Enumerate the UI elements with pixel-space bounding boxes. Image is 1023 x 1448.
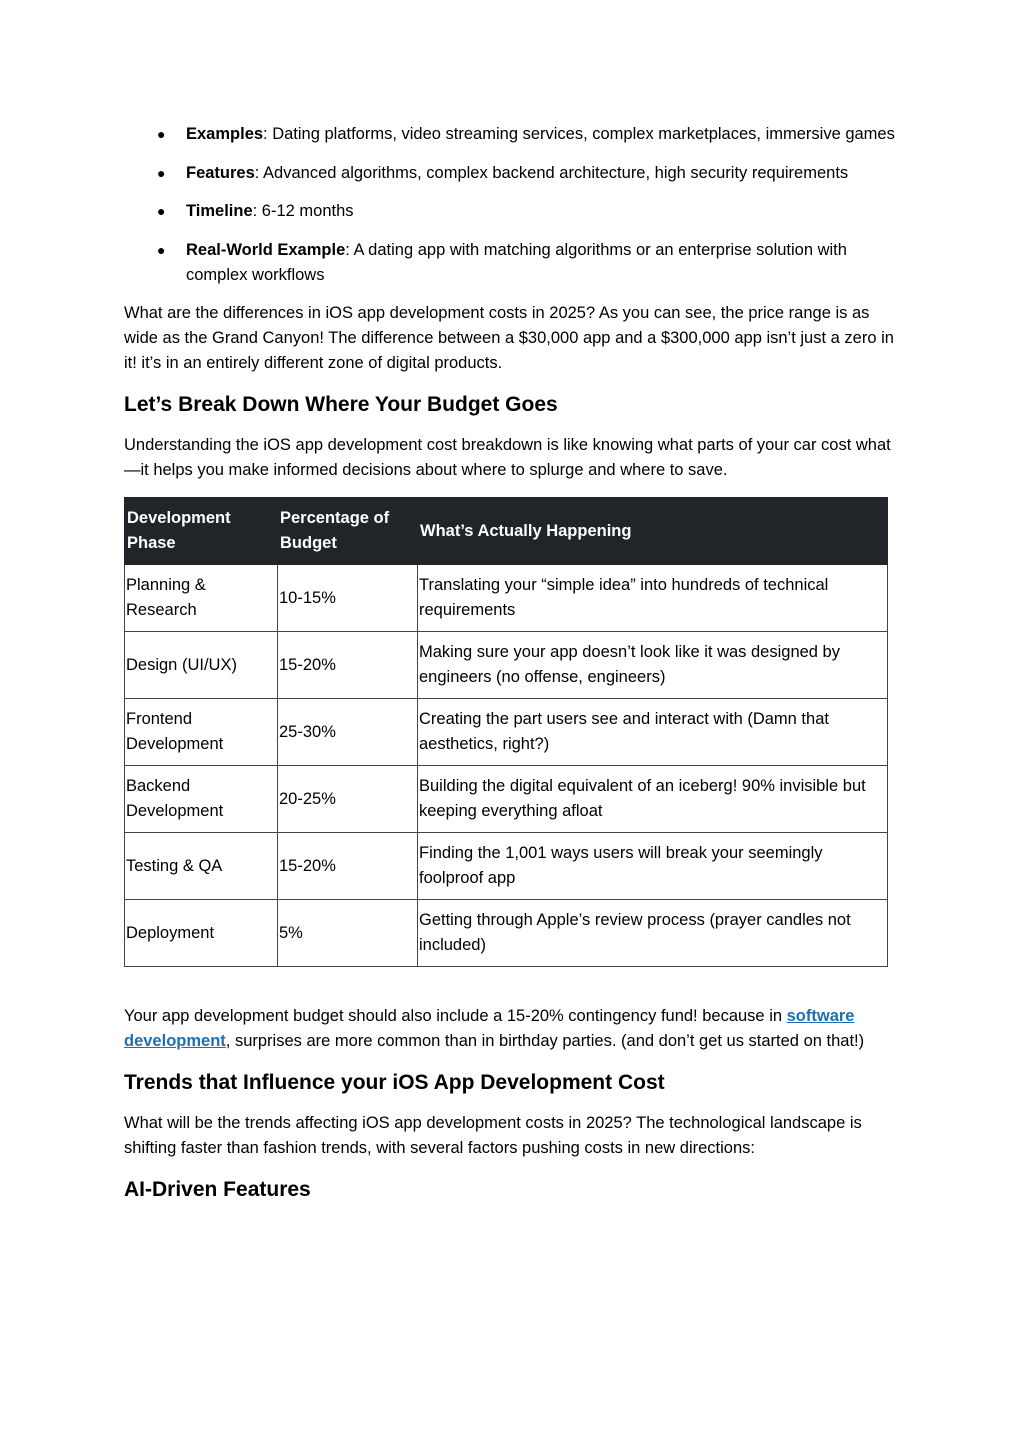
table-header-row: [125, 498, 888, 565]
header-percentage: Percentage of Budget: [278, 498, 418, 565]
table-row: [125, 900, 888, 967]
software-development-link[interactable]: software development: [124, 1007, 855, 1050]
bullet-label: Timeline: [186, 202, 253, 220]
percentage-cell: 5%: [278, 900, 418, 967]
header-what-happening: What’s Actually Happening: [418, 498, 888, 565]
description-cell: Making sure your app doesn’t look like it was designed by engineers (no offense, engineers): [418, 632, 888, 699]
bullet-icon: ●: [157, 126, 166, 142]
header-development-phase: Development Phase: [125, 498, 278, 565]
table-row: [125, 766, 888, 833]
table-row: [125, 565, 888, 632]
description-cell: Building the digital equivalent of an iceberg! 90% invisible but keeping everything afloat: [418, 766, 888, 833]
bullet-icon: ●: [157, 203, 166, 219]
percentage-cell: 15-20%: [278, 632, 418, 699]
bullet-text: : Advanced algorithms, complex backend architecture, high security requirements: [254, 163, 849, 182]
bullet-icon: ●: [157, 241, 166, 258]
table-row: [125, 833, 888, 900]
bullet-label: Examples: [186, 125, 264, 143]
list-item: [124, 199, 896, 224]
budget-paragraph: Understanding the iOS app development cost breakdown is like knowing what parts of your car cost what—it helps you make informed decisions about where to splurge and where to save.: [124, 436, 891, 479]
budget-table: [124, 497, 888, 967]
phase-cell: Frontend Development: [125, 699, 278, 766]
bullet-label: Features: [186, 163, 255, 182]
phase-cell: Planning & Research: [125, 565, 278, 632]
phase-cell: Backend Development: [125, 766, 278, 833]
percentage-cell: 20-25%: [278, 766, 418, 833]
description-cell: Creating the part users see and interact with (Damn that aesthetics, right?): [418, 699, 888, 766]
document-page: [124, 122, 896, 1204]
percentage-cell: 15-20%: [278, 833, 418, 900]
heading-trends: Trends that Influence your iOS App Development Cost: [124, 1071, 665, 1094]
bullet-text: : 6-12 months: [252, 202, 354, 220]
description-cell: Getting through Apple’s review process (prayer candles not included): [418, 900, 888, 967]
phase-cell: Design (UI/UX): [125, 632, 278, 699]
table-row: [125, 632, 888, 699]
bullet-label: Real-World Example: [186, 240, 346, 259]
trends-paragraph: What will be the trends affecting iOS app development costs in 2025? The technological landscape is shifting faster than fashion trends, with several factors pushing costs in new directions:: [124, 1114, 862, 1157]
heading-ai-driven-features: AI-Driven Features: [124, 1178, 311, 1201]
percentage-cell: 25-30%: [278, 699, 418, 766]
intro-paragraph: What are the differences in iOS app development costs in 2025? As you can see, the price range is as wide as the Grand Canyon! The difference between a $30,000 app and a $300,000 app isn’t just a zero in it! it’s in an entirely different zone of digital products.: [124, 304, 894, 372]
contingency-text-before: Your app development budget should also include a 15-20% contingency fund! because in: [124, 1007, 787, 1025]
contingency-paragraph: [124, 1004, 896, 1054]
description-cell: Translating your “simple idea” into hundreds of technical requirements: [418, 565, 888, 632]
phase-cell: Testing & QA: [125, 833, 278, 900]
bullet-text: : A dating app with matching algorithms or an enterprise solution with complex workflows: [186, 240, 847, 284]
percentage-cell: 10-15%: [278, 565, 418, 632]
list-item: [124, 161, 896, 186]
list-item: [124, 238, 896, 288]
table-row: [125, 699, 888, 766]
bullet-list: [124, 122, 896, 288]
list-item: [124, 122, 896, 147]
phase-cell: Deployment: [125, 900, 278, 967]
bullet-text: : Dating platforms, video streaming services, complex marketplaces, immersive games: [263, 125, 895, 143]
heading-budget: Let’s Break Down Where Your Budget Goes: [124, 393, 558, 416]
contingency-text-after: , surprises are more common than in birthday parties. (and don’t get us started on that!): [225, 1032, 865, 1050]
bullet-icon: ●: [157, 164, 166, 181]
description-cell: Finding the 1,001 ways users will break your seemingly foolproof app: [418, 833, 888, 900]
